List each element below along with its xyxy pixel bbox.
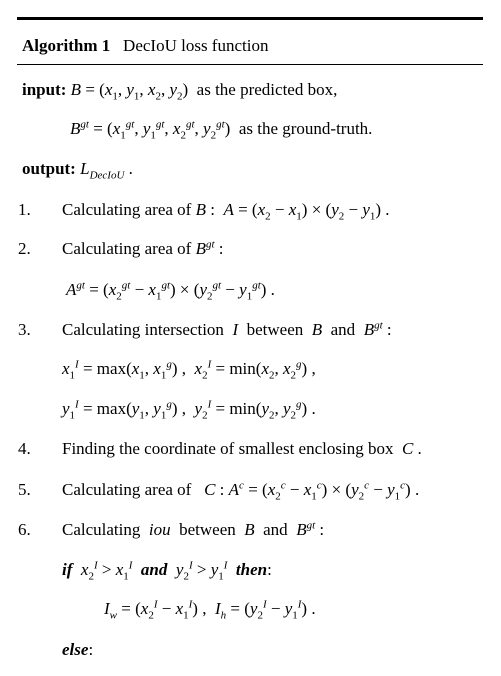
- pred-math: $B = (x_1$, $y_1$, $x_2$, $y_2$): [70, 80, 193, 103]
- step-math: C : $A^c = (x_2^c - x_1^c) \times (y_2^c - y_1^c)$ .: [204, 479, 420, 503]
- step-text: Calculating intersection: [62, 320, 224, 339]
- step-number: 3.: [18, 320, 31, 339]
- step-text: Finding the coordinate of smallest enclosing box: [62, 439, 394, 458]
- algorithm-title: DecIoU loss function: [123, 36, 269, 55]
- step-math: C .: [401, 439, 422, 458]
- step-1: [62, 200, 390, 223]
- step-text: Calculating area of: [62, 239, 192, 258]
- step-text: Calculating: [62, 520, 141, 539]
- intersection-x-formula: $x_1^I = \max(x_1$, $x_1^g$) , $x_2^I = \min(x_2$, $x_2^g$) ,: [62, 358, 316, 382]
- step-number: 4.: [18, 439, 31, 458]
- area-gt-formula: $A^{gt} = (x_2^{gt} - x_1^{gt}) \times (y_2^{gt} - y_1^{gt})$ .: [66, 279, 275, 303]
- intersection-y-formula: $y_1^I = \max(y_1$, $y_1^g$) , $y_2^I = \min(y_2$, $y_2^g$) .: [62, 398, 316, 422]
- step-5: [62, 479, 420, 503]
- output-math: $L_{DecIoU}$ .: [80, 159, 133, 182]
- step-number: 6.: [18, 520, 31, 539]
- step-math: iou between B and $B^{gt}$ :: [148, 519, 325, 539]
- gt-text: as the ground-truth.: [238, 119, 373, 138]
- algorithm-header: [22, 36, 268, 56]
- step-math: B : $A = (x_2 - x_1) \times (y_2 - y_1)$ .: [195, 200, 390, 223]
- if-condition: if $x_2^I > x_1^I$ and $y_2^I > y_1^I$ then:: [62, 559, 272, 583]
- step-4: [62, 439, 422, 459]
- step-2: [62, 239, 224, 259]
- step-number: 5.: [18, 480, 31, 499]
- else-label: else:: [62, 640, 94, 659]
- step-math: $B^{gt}$ :: [195, 238, 224, 258]
- input-label: input:: [22, 80, 67, 99]
- input-line: [22, 80, 338, 103]
- gt-line: [70, 118, 373, 142]
- output-line: [22, 159, 133, 182]
- step-6: [62, 520, 324, 540]
- algorithm-label: Algorithm 1: [22, 36, 111, 55]
- top-rule: [17, 17, 483, 20]
- step-number: 2.: [18, 239, 31, 258]
- step-math: I between B and $B^{gt}$ :: [232, 319, 392, 339]
- step-3: [62, 320, 392, 340]
- pred-text: as the predicted box,: [196, 80, 338, 99]
- step-text: Calculating area of: [62, 480, 192, 499]
- header-rule: [17, 64, 483, 65]
- gt-math: $B^{gt} = (x_1^{gt}$, $y_1^{gt}$, $x_2^{gt}$, $y_2^{gt}$): [70, 118, 235, 142]
- iw-ih-formula: $I_w = (x_2^I - x_1^I)$ , $I_h = (y_2^I - y_1^I)$ .: [104, 598, 316, 622]
- step-number: 1.: [18, 200, 31, 219]
- output-label: output:: [22, 159, 76, 178]
- step-text: Calculating area of: [62, 200, 192, 219]
